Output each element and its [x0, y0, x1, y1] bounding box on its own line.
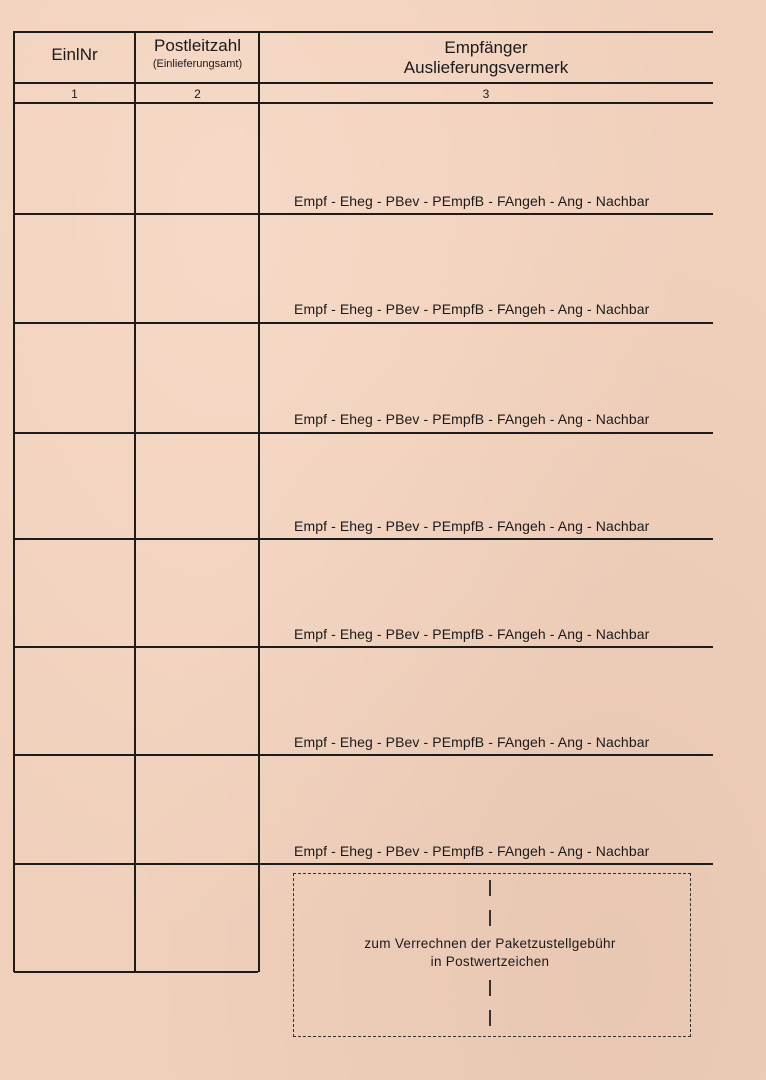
table-bottom-border	[14, 971, 258, 973]
row-5-recipient-options: Empf - Eheg - PBev - PEmpfB - FAngeh - Ang - Nachbar	[294, 626, 650, 642]
stamp-box-center-mark	[489, 980, 491, 996]
stamp-box-caption-line2: in Postwertzeichen	[430, 954, 550, 970]
header-postleitzahl	[136, 37, 259, 70]
row-divider	[14, 432, 713, 434]
header-empfaenger	[260, 38, 712, 79]
header-postleitzahl-sublabel: (Einlieferungsamt)	[152, 57, 243, 70]
row-4-recipient-options: Empf - Eheg - PBev - PEmpfB - FAngeh - Ang - Nachbar	[294, 518, 650, 534]
column-number-2: 2	[194, 87, 201, 101]
column-number-3: 3	[482, 87, 490, 101]
stamp-box-center-mark	[489, 910, 491, 926]
column-number-1: 1	[71, 87, 78, 101]
stamp-box-center-mark	[489, 880, 491, 896]
row-divider	[14, 213, 713, 215]
row-3-recipient-options: Empf - Eheg - PBev - PEmpfB - FAngeh - Ang - Nachbar	[294, 411, 650, 427]
table-top-border	[14, 31, 713, 33]
row-divider	[14, 863, 713, 865]
stamp-box-caption	[300, 935, 680, 971]
table-left-border	[13, 31, 15, 972]
row-7-recipient-options: Empf - Eheg - PBev - PEmpfB - FAngeh - Ang - Nachbar	[294, 843, 650, 859]
stamp-box-caption-line1: zum Verrechnen der Paketzustellgebühr	[364, 936, 616, 951]
row-6-recipient-options: Empf - Eheg - PBev - PEmpfB - FAngeh - Ang - Nachbar	[294, 734, 650, 750]
stamp-box-center-mark	[489, 1010, 491, 1026]
col2-divider	[258, 31, 260, 972]
row-divider	[14, 322, 713, 324]
colnum-bottom-border	[14, 102, 713, 104]
row-divider	[14, 754, 713, 756]
header-einlnr: EinlNr	[51, 45, 98, 64]
row-1-recipient-options: Empf - Eheg - PBev - PEmpfB - FAngeh - Ang - Nachbar	[294, 193, 650, 209]
header-empfaenger-line2: Auslieferungsvermerk	[403, 58, 569, 78]
header-postleitzahl-label: Postleitzahl	[154, 36, 241, 55]
col1-divider	[134, 31, 136, 972]
header-empfaenger-line1: Empfänger	[444, 38, 528, 57]
row-divider	[14, 538, 713, 540]
row-2-recipient-options: Empf - Eheg - PBev - PEmpfB - FAngeh - Ang - Nachbar	[294, 301, 650, 317]
row-divider	[14, 646, 713, 648]
header-bottom-border	[14, 82, 713, 84]
